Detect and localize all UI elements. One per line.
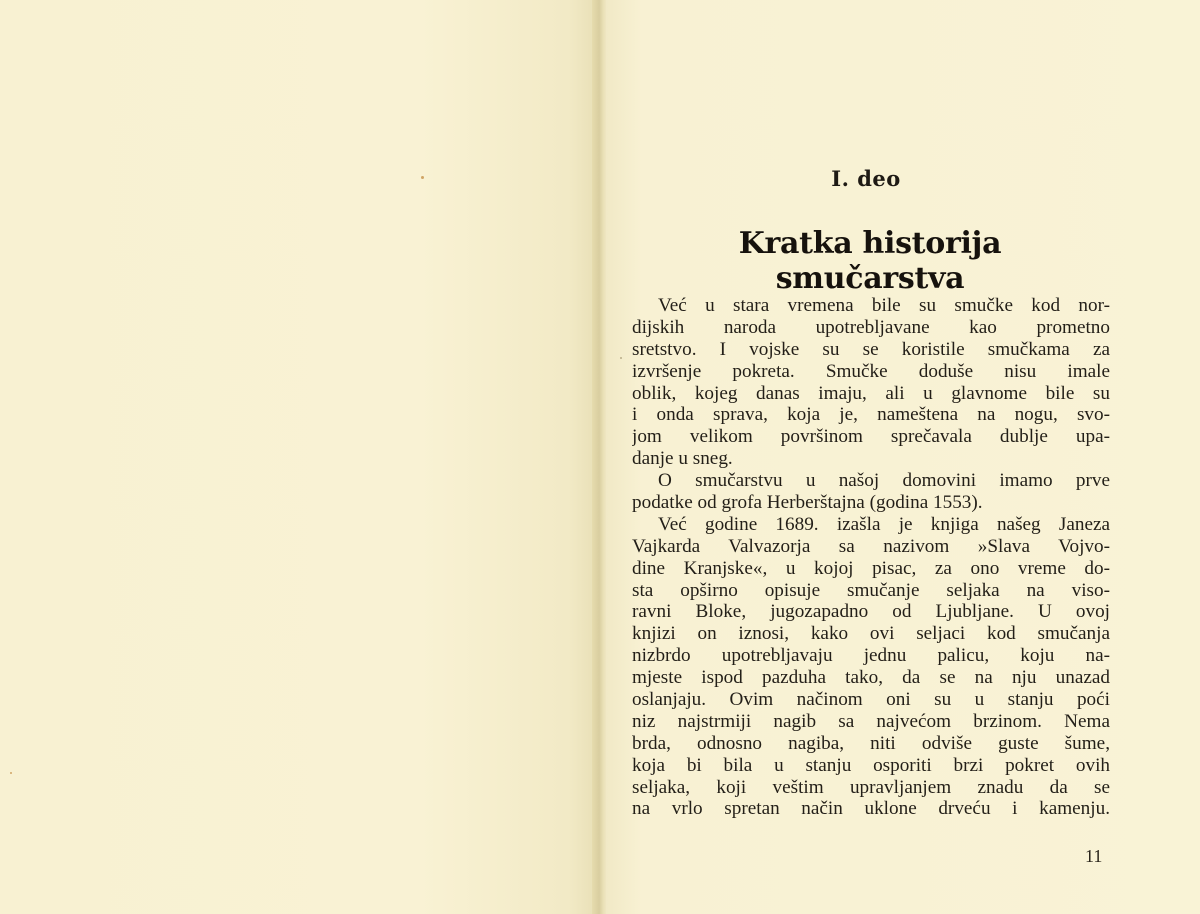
- text-line: oblik, kojeg danas imaju, ali u glavnome bile su: [632, 382, 1110, 404]
- text-line: dine Kranjske«, u kojoj pisac, za ono vreme do-: [632, 557, 1110, 579]
- text-line: knjizi on iznosi, kako ovi seljaci kod smučanja: [632, 623, 1110, 645]
- text-line: podatke od grofa Herberštajna (godina 1553).: [632, 492, 983, 514]
- text-line: Vajkarda Valvazorja sa nazivom »Slava Vojvo-: [632, 535, 1110, 557]
- paper-speck: [421, 176, 424, 179]
- text-line: izvršenje pokreta. Smučke doduše nisu imale: [632, 360, 1110, 382]
- text-line: mjeste ispod pazduha tako, da se na nju unazad: [632, 667, 1110, 689]
- text-line: na vrlo spretan način uklone drveću i kamenju.: [632, 798, 1110, 820]
- text-line: brda, odnosno nagiba, niti odviše guste šume,: [632, 732, 1110, 754]
- page-number: 11: [1085, 846, 1103, 866]
- paper-speck: [10, 772, 12, 774]
- text-line: sta opširno opisuje smučanje seljaka na viso-: [632, 579, 1110, 601]
- text-line: danje u sneg.: [632, 448, 733, 470]
- chapter-title: Kratka historija smučarstva: [738, 226, 1002, 296]
- body-text: [632, 295, 1110, 820]
- text-line: i onda sprava, koja je, nameštena na nogu, svo-: [632, 404, 1110, 426]
- chapter-label: I. deo: [831, 166, 901, 191]
- text-line: sretstvo. I vojske su se koristile smučkama za: [632, 338, 1110, 360]
- text-line: O smučarstvu u našoj domovini imamo prve: [658, 470, 1110, 492]
- text-line: oslanjaju. Ovim načinom oni su u stanju poći: [632, 689, 1110, 711]
- text-line: Već u stara vremena bile su smučke kod nor-: [658, 295, 1110, 316]
- text-line: nizbrdo upotrebljavaju jednu palicu, koju na-: [632, 645, 1110, 667]
- text-line: seljaka, koji veštim upravljanjem znadu da se: [632, 776, 1110, 798]
- text-line: Već godine 1689. izašla je knjiga našeg Janeza: [658, 513, 1110, 535]
- left-page-blank: [0, 0, 598, 914]
- text-line: ravni Bloke, jugozapadno od Ljubljane. U ovoj: [632, 601, 1110, 623]
- text-line: niz najstrmiji nagib sa najvećom brzinom. Nema: [632, 710, 1110, 732]
- text-line: dijskih naroda upotrebljavane kao prometno: [632, 316, 1110, 338]
- paper-speck: [620, 357, 622, 359]
- text-line: jom velikom površinom sprečavala dublje upa-: [632, 426, 1110, 448]
- text-line: koja bi bila u stanju osporiti brzi pokret ovih: [632, 754, 1110, 776]
